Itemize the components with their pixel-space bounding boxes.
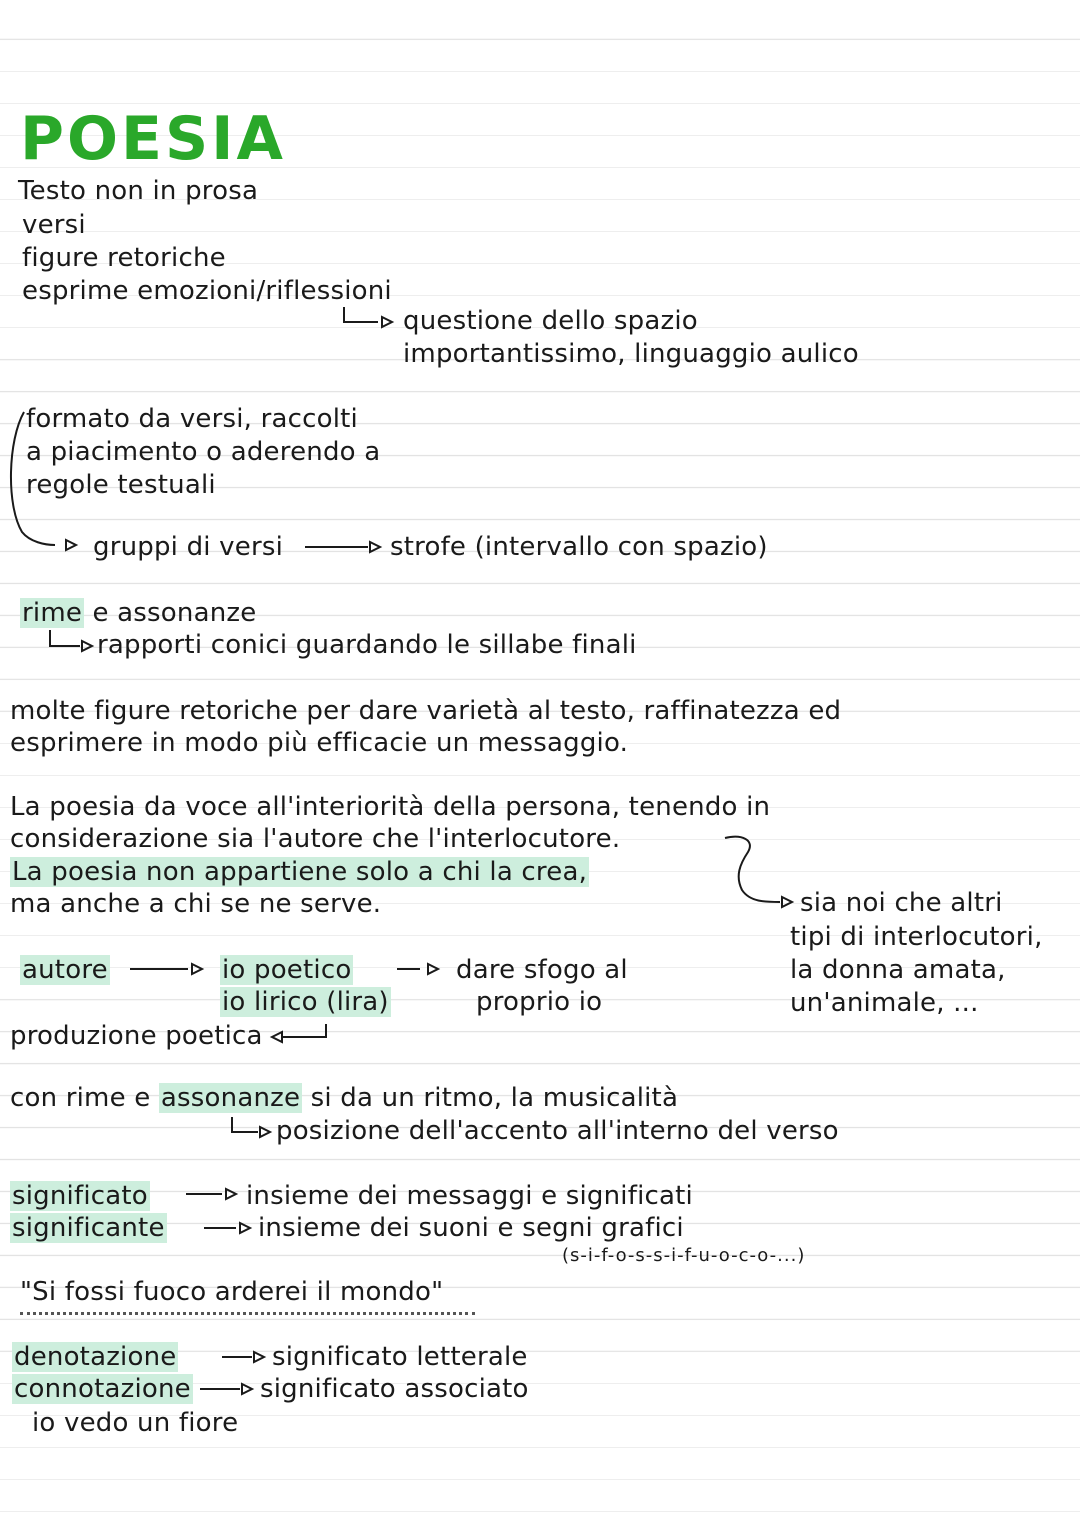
arrow-ritmo bbox=[232, 1117, 258, 1132]
arrowhead-dare-sfogo bbox=[428, 964, 438, 974]
arrowhead-significato bbox=[226, 1189, 236, 1199]
bracket-formato bbox=[11, 412, 55, 545]
arrow-spazio bbox=[344, 307, 378, 322]
arrowhead-significante bbox=[240, 1223, 250, 1233]
interlocutori-line-2: tipi di interlocutori, bbox=[790, 922, 1043, 952]
rime-rest: e assonanze bbox=[84, 598, 257, 628]
io-lirico-highlight: io lirico (lira) bbox=[222, 987, 389, 1017]
ritmo-post: si da un ritmo, la musicalità bbox=[302, 1083, 679, 1113]
esempio-verso: "Si fossi fuoco arderei il mondo" bbox=[20, 1277, 444, 1307]
interiorita-line-1: La poesia da voce all'interiorità della persona, tenendo in bbox=[10, 792, 771, 822]
connotazione-def: significato associato bbox=[260, 1374, 529, 1404]
sillabe: (s-i-f-o-s-s-i-f-u-o-c-o-...) bbox=[562, 1245, 806, 1266]
significato-def: insieme dei messaggi e significati bbox=[246, 1181, 693, 1211]
arrowhead-interlocutori bbox=[782, 897, 792, 907]
rime-highlight: rime bbox=[22, 598, 83, 628]
denotazione-def: significato letterale bbox=[272, 1342, 528, 1372]
ritmo-branch: posizione dell'accento all'interno del verso bbox=[276, 1116, 839, 1146]
arrow-rime bbox=[50, 630, 80, 646]
interiorita-line-4: ma anche a chi se ne serve. bbox=[10, 889, 382, 919]
io-poetico-highlight: io poetico bbox=[222, 955, 352, 985]
interlocutori-line-4: un'animale, ... bbox=[790, 988, 979, 1018]
esempio-fiore: io vedo un fiore bbox=[32, 1408, 239, 1438]
formato-gruppi: gruppi di versi bbox=[93, 532, 284, 562]
interlocutori-line-1: sia noi che altri bbox=[800, 888, 1003, 918]
arrowhead-ritmo bbox=[260, 1127, 270, 1137]
autore-highlight: autore bbox=[22, 955, 108, 985]
dare-sfogo: dare sfogo al bbox=[456, 955, 628, 985]
ritmo-pre: con rime e bbox=[10, 1083, 159, 1113]
formato-line-2: a piacimento o aderendo a bbox=[26, 437, 381, 467]
arrowhead-connotazione bbox=[242, 1384, 252, 1394]
intro-line-figure: figure retoriche bbox=[22, 243, 226, 273]
intro-line-testo: Testo non in prosa bbox=[18, 176, 259, 206]
intro-branch-aulico: importantissimo, linguaggio aulico bbox=[403, 339, 859, 369]
page-title: POESIA bbox=[20, 104, 286, 174]
arrowhead-spazio bbox=[382, 317, 392, 327]
arrowhead-produzione bbox=[272, 1032, 282, 1042]
arrowhead-rime bbox=[82, 641, 92, 651]
formato-line-3: regole testuali bbox=[26, 470, 216, 500]
arrowhead-gruppi bbox=[66, 540, 76, 550]
denotazione-highlight: denotazione bbox=[14, 1342, 177, 1372]
intro-line-emozioni: esprime emozioni/riflessioni bbox=[22, 276, 392, 306]
figure-line-1: molte figure retoriche per dare varietà al testo, raffinatezza ed bbox=[10, 696, 842, 726]
arrowhead-denotazione bbox=[254, 1352, 264, 1362]
interiorita-highlight: La poesia non appartiene solo a chi la crea, bbox=[12, 857, 588, 887]
intro-line-versi: versi bbox=[22, 210, 86, 240]
ritmo-highlight: assonanze bbox=[160, 1083, 301, 1113]
arrowhead-io-poetico bbox=[192, 964, 202, 974]
intro-branch-spazio: questione dello spazio bbox=[403, 306, 698, 336]
formato-strofe: strofe (intervallo con spazio) bbox=[390, 532, 768, 562]
arrow-interlocutori bbox=[725, 837, 780, 902]
arrow-produzione bbox=[282, 1024, 326, 1037]
connotazione-highlight: connotazione bbox=[14, 1374, 191, 1404]
produzione-poetica: produzione poetica bbox=[10, 1021, 263, 1051]
proprio-io: proprio io bbox=[476, 987, 603, 1017]
formato-line-1: formato da versi, raccolti bbox=[26, 404, 358, 434]
figure-line-2: esprimere in modo più efficacie un messaggio. bbox=[10, 728, 629, 758]
rime-branch: rapporti conici guardando le sillabe finali bbox=[97, 630, 637, 660]
significante-highlight: significante bbox=[12, 1213, 165, 1243]
interiorita-line-2: considerazione sia l'autore che l'interlocutore. bbox=[10, 824, 621, 854]
significante-def: insieme dei suoni e segni grafici bbox=[258, 1213, 684, 1243]
arrowhead-strofe bbox=[370, 542, 380, 552]
significato-highlight: significato bbox=[12, 1181, 148, 1211]
interlocutori-line-3: la donna amata, bbox=[790, 955, 1006, 985]
